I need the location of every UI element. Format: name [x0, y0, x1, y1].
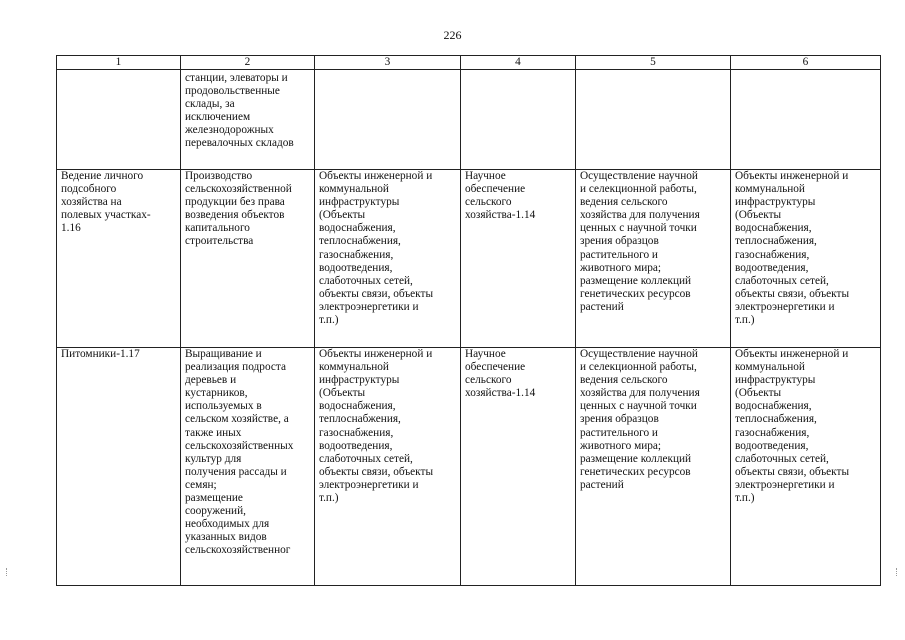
- table-cell: Производство сельскохозяйственной продукции без права возведения объектов капитального строительства: [181, 170, 315, 348]
- table-cell: Научное обеспечение сельского хозяйства-1.14: [461, 348, 576, 586]
- table-row: [57, 70, 881, 170]
- table-cell: Выращивание и реализация подроста деревьев и кустарников, используемых в сельском хозяйстве, а также иных сельскохозяйственных культур для получения рассады и семян; размещение сооружений, необходимых для указанных видов сельскохозяйственног: [181, 348, 315, 586]
- column-number-2: 2: [181, 56, 315, 70]
- table-cell: Питомники-1.17: [57, 348, 181, 586]
- table-header-row: [57, 56, 881, 70]
- table-cell: Ведение личного подсобного хозяйства на полевых участках- 1.16: [57, 170, 181, 348]
- column-number-5: 5: [576, 56, 731, 70]
- table-cell: станции, элеваторы и продовольственные склады, за исключением железнодорожных перевалочных складов: [181, 70, 315, 170]
- zoning-table: [56, 55, 881, 586]
- table-cell: Объекты инженерной и коммунальной инфраструктуры (Объекты водоснабжения, теплоснабжения, газоснабжения, водоотведения, слаботочных сетей, объекты связи, объекты электроэнергетики и т.п.): [315, 348, 461, 586]
- column-number-6: 6: [731, 56, 881, 70]
- column-number-1: 1: [57, 56, 181, 70]
- table-cell: [576, 70, 731, 170]
- table-cell: Объекты инженерной и коммунальной инфраструктуры (Объекты водоснабжения, теплоснабжения, газоснабжения, водоотведения, слаботочных сетей, объекты связи, объекты электроэнергетики и т.п.): [315, 170, 461, 348]
- table-cell: [731, 70, 881, 170]
- table-cell: Объекты инженерной и коммунальной инфраструктуры (Объекты водоснабжения, теплоснабжения, газоснабжения, водоотведения, слаботочных сетей, объекты связи, объекты электроэнергетики и т.п.): [731, 348, 881, 586]
- page-number: 226: [443, 28, 462, 42]
- table-cell: [57, 70, 181, 170]
- table-cell: Осуществление научной и селекционной работы, ведения сельского хозяйства для получения ценных с научной точки зрения образцов растительного и животного мира; размещение коллекций генетических ресурсов растений: [576, 170, 731, 348]
- table-row: [57, 170, 881, 348]
- table-cell: [461, 70, 576, 170]
- table-cell: Объекты инженерной и коммунальной инфраструктуры (Объекты водоснабжения, теплоснабжения, газоснабжения, водоотведения, слаботочных сетей, объекты связи, объекты электроэнергетики и т.п.): [731, 170, 881, 348]
- column-number-4: 4: [461, 56, 576, 70]
- column-number-3: 3: [315, 56, 461, 70]
- table-cell: [315, 70, 461, 170]
- scan-edge-mark-left: [6, 568, 9, 576]
- table-row: [57, 348, 881, 586]
- table-cell: Научное обеспечение сельского хозяйства-1.14: [461, 170, 576, 348]
- table-cell: Осуществление научной и селекционной работы, ведения сельского хозяйства для получения ценных с научной точки зрения образцов растительного и животного мира; размещение коллекций генетических ресурсов растений: [576, 348, 731, 586]
- scan-edge-mark-right: [896, 568, 899, 576]
